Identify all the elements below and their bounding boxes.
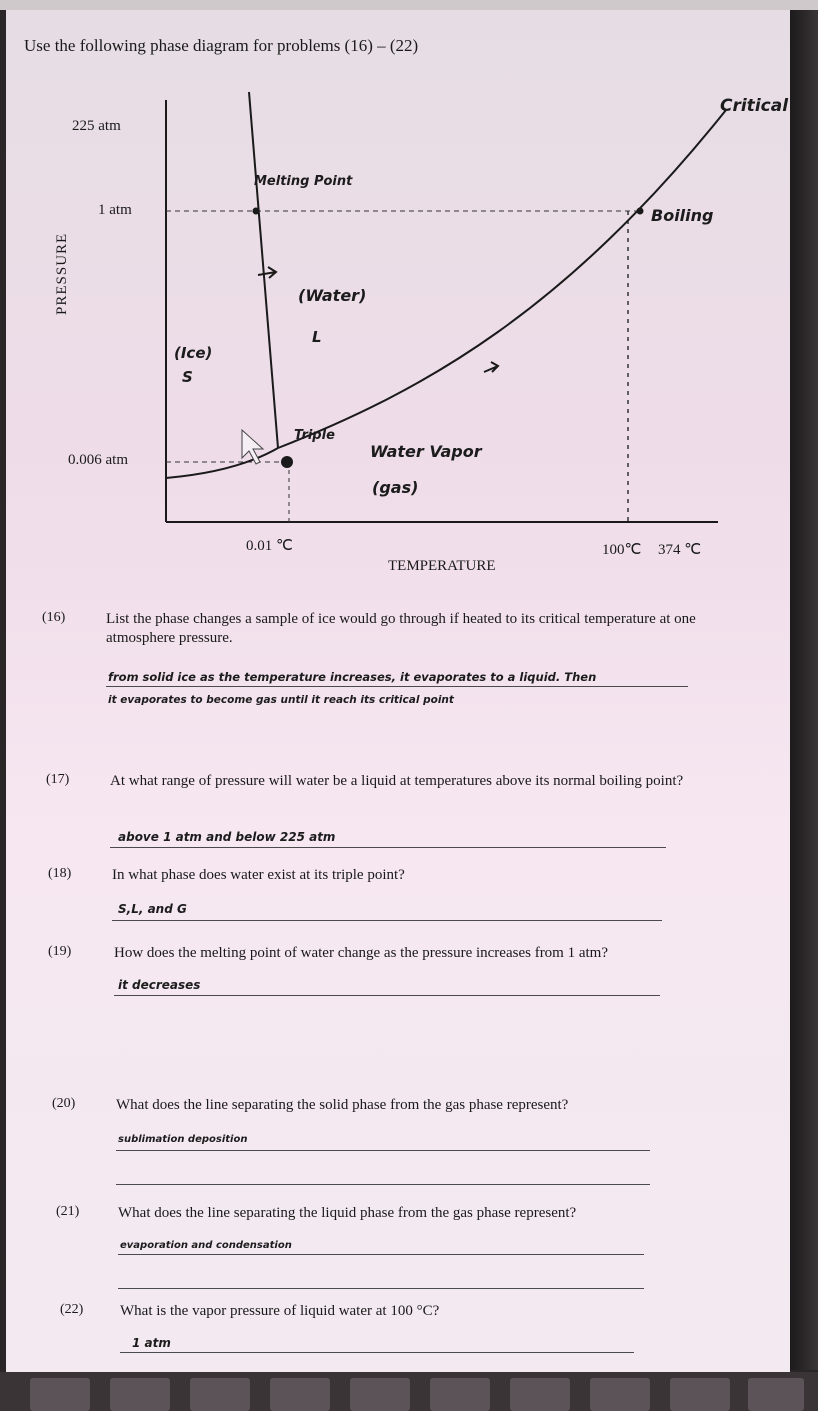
x-label-001: 0.01 ℃ <box>246 538 293 554</box>
question-number: (17) <box>46 772 70 787</box>
background-shape <box>110 1378 170 1411</box>
question-number: (19) <box>48 944 72 959</box>
background-shape <box>270 1378 330 1411</box>
page-heading: Use the following phase diagram for problems (16) – (22) <box>24 36 419 55</box>
y-axis-title: PRESSURE <box>54 232 70 315</box>
question-number: (18) <box>48 866 72 881</box>
answer-line <box>118 1254 644 1255</box>
solid-letter: S <box>182 368 193 386</box>
answer-line <box>118 1288 644 1289</box>
x-axis-title: TEMPERATURE <box>388 558 496 574</box>
background-shape <box>670 1378 730 1411</box>
background-shape <box>350 1378 410 1411</box>
answer-line <box>112 920 662 921</box>
ice-note: (Ice) <box>174 344 213 362</box>
sublimation-curve <box>166 448 278 478</box>
answer-line <box>114 995 660 996</box>
x-label-100: 100℃ <box>602 542 642 558</box>
desk-bottom <box>0 1372 818 1411</box>
water-note: (Water) <box>298 286 367 305</box>
question-number: (16) <box>42 610 66 625</box>
arrow-mark <box>258 267 276 278</box>
answer-line <box>110 847 666 848</box>
question-text: What does the line separating the liquid phase from the gas phase represent? <box>118 1205 577 1221</box>
question-number: (22) <box>60 1302 84 1317</box>
melting-point-dot <box>253 208 260 215</box>
boiling-note: Boiling <box>651 206 714 225</box>
answer-text: above 1 atm and below 225 atm <box>118 830 336 844</box>
answer-text: S,L, and G <box>118 902 187 916</box>
x-label-374: 374 ℃ <box>658 542 702 558</box>
background-shape <box>430 1378 490 1411</box>
question-text: How does the melting point of water change as the pressure increases from 1 atm? <box>114 945 609 961</box>
background-shape <box>590 1378 650 1411</box>
background-shape <box>510 1378 570 1411</box>
question-text: List the phase changes a sample of ice would go through if heated to its critical temperature at one atmosphere pressure. <box>106 611 696 646</box>
arrow-mark <box>484 362 498 372</box>
liquid-letter: L <box>312 328 322 346</box>
y-label-0006: 0.006 atm <box>68 452 128 468</box>
answer-text: evaporation and condensation <box>120 1240 292 1251</box>
worksheet-page <box>6 10 790 1372</box>
question-text: What does the line separating the solid phase from the gas phase represent? <box>116 1097 569 1113</box>
question-text: What is the vapor pressure of liquid water at 100 °C? <box>120 1303 440 1319</box>
background-shape <box>30 1378 90 1411</box>
gas-note: (gas) <box>372 478 419 497</box>
background-shape <box>748 1378 804 1411</box>
y-label-1atm: 1 atm <box>98 202 132 218</box>
background-shape <box>190 1378 250 1411</box>
answer-line <box>120 1352 634 1353</box>
y-label-225: 225 atm <box>72 118 121 134</box>
question-number: (20) <box>52 1096 76 1111</box>
answer-text: it decreases <box>118 978 201 992</box>
boiling-point-dot <box>637 208 644 215</box>
melting-point-note: Melting Point <box>254 174 353 189</box>
answer-line <box>116 1184 650 1185</box>
top-strip <box>0 0 818 10</box>
triple-note: Triple <box>294 428 335 443</box>
answer-line <box>106 686 688 687</box>
answer-line <box>116 1150 650 1151</box>
answer-text: from solid ice as the temperature increases, it evaporates to a liquid. Then <box>108 670 597 684</box>
question-text: At what range of pressure will water be a liquid at temperatures above its normal boiling point? <box>110 773 684 789</box>
water-vapor-note: Water Vapor <box>370 442 482 461</box>
answer-text: 1 atm <box>132 1336 171 1350</box>
monitor-edge <box>790 10 818 1370</box>
answer-text: sublimation deposition <box>118 1134 248 1145</box>
answer-text: it evaporates to become gas until it reach its critical point <box>108 694 454 706</box>
question-text: In what phase does water exist at its triple point? <box>112 867 405 883</box>
critical-note: Critical <box>720 96 789 116</box>
question-number: (21) <box>56 1204 80 1219</box>
vaporization-curve <box>278 110 726 448</box>
triple-point-dot <box>281 456 293 468</box>
